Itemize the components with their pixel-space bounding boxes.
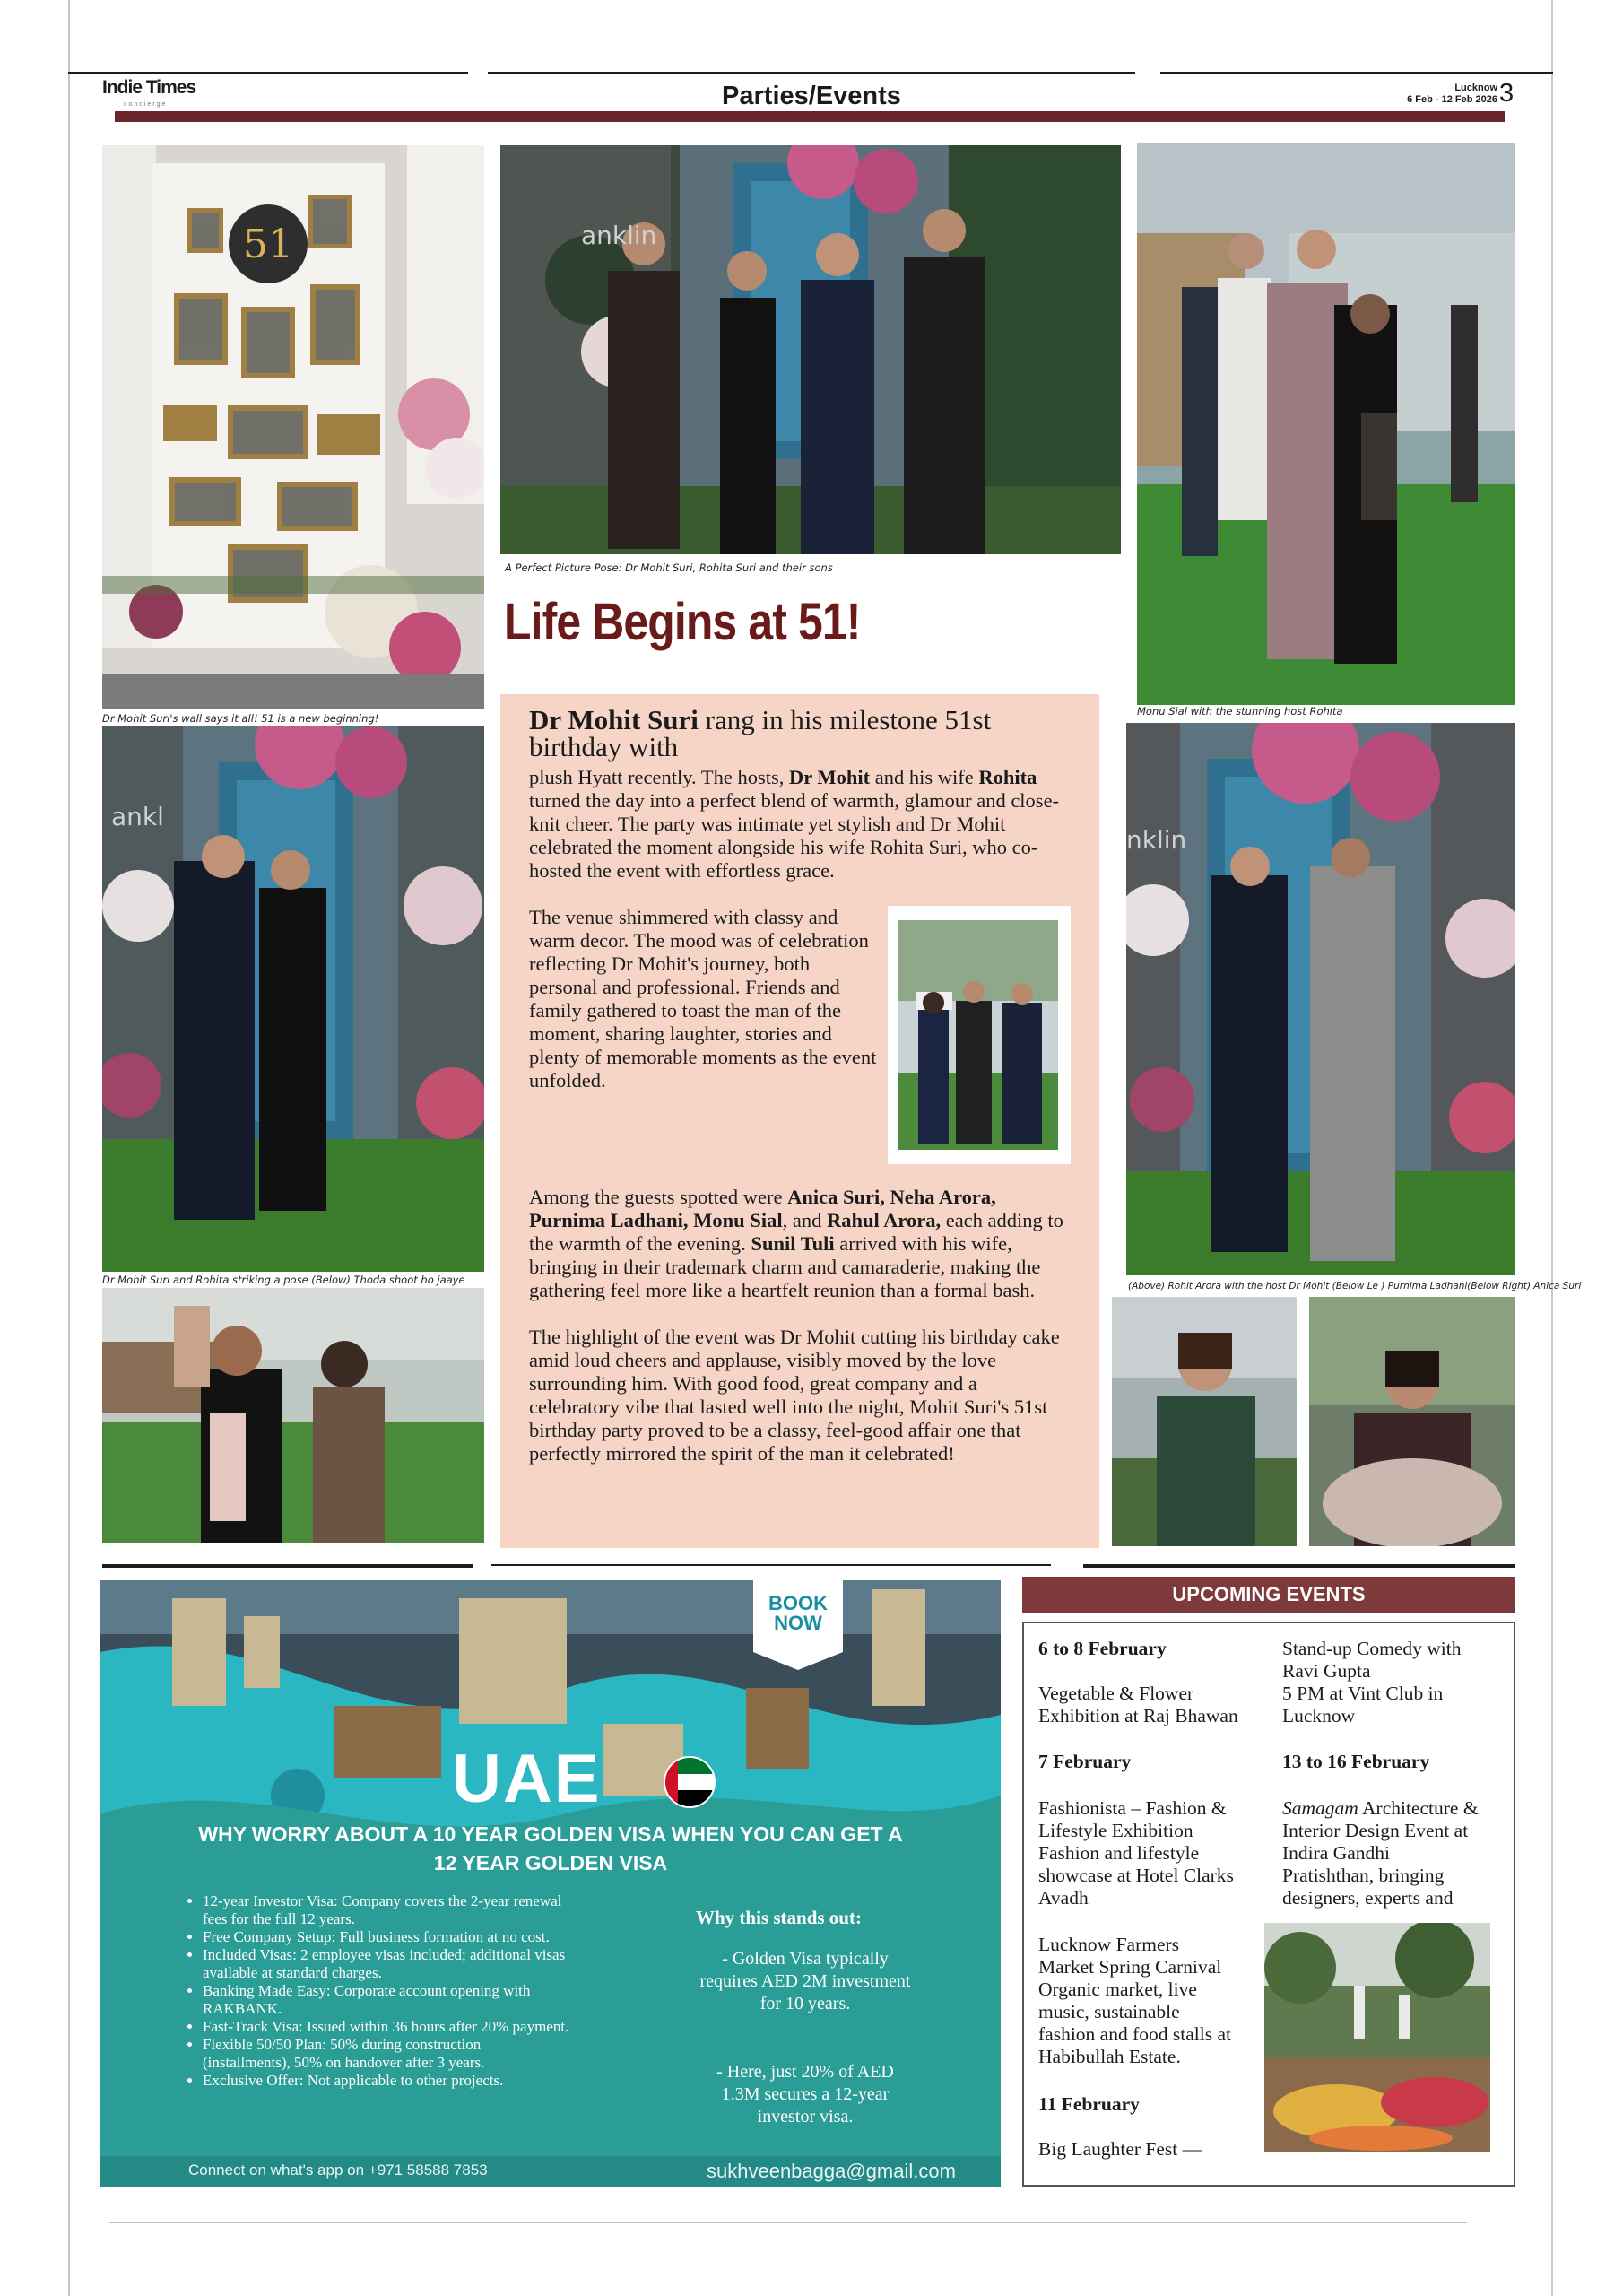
event-line: Pratishthan, bringing: [1282, 1865, 1445, 1886]
uae-flag-icon: [664, 1756, 716, 1808]
edition-city: Lucknow: [1454, 83, 1497, 93]
event-line: showcase at Hotel Clarks: [1038, 1865, 1234, 1886]
book-now-label-1: BOOK: [768, 1592, 828, 1614]
purnima-photo: [1112, 1297, 1297, 1546]
svg-text:ankl: ankl: [111, 802, 164, 831]
rule-bottom-left: [102, 1564, 473, 1568]
ad-email[interactable]: sukhveenbagga@gmail.com: [707, 2160, 956, 2182]
masthead-rule-left: [68, 72, 468, 74]
event-line: Interior Design Event at: [1282, 1820, 1469, 1841]
event-line: Habibullah Estate.: [1038, 2046, 1181, 2067]
article-lead: Dr Mohit Suri rang in his milestone 51st birthday with: [529, 704, 992, 762]
article-headline: Life Begins at 51!: [504, 593, 861, 651]
svg-text:51: 51: [243, 222, 293, 267]
ad-headline-1: WHY WORRY ABOUT A 10 YEAR GOLDEN VISA WHEN YOU CAN GET A: [198, 1822, 903, 1846]
ad-why-title: Why this stands out:: [696, 1907, 862, 1928]
article-body: [500, 694, 1099, 1548]
masthead-bar: [115, 111, 1505, 122]
event-line: Fashion and lifestyle: [1038, 1842, 1200, 1864]
event-line: fashion and food stalls at: [1038, 2023, 1231, 2045]
event-line: music, sustainable: [1038, 2001, 1180, 2022]
ad-why-2: - Here, just 20% of AED 1.3M secures a 12-year investor visa.: [716, 2062, 894, 2126]
masthead-rule-center: [488, 72, 1135, 74]
caption-family: A Perfect Picture Pose: Dr Mohit Suri, Rohita Suri and their sons: [505, 561, 833, 574]
event-date: 6 to 8 February: [1038, 1638, 1167, 1659]
event-line: Vegetable & Flower: [1038, 1683, 1194, 1704]
event-line: Market Spring Carnival: [1038, 1956, 1222, 1978]
caption-monu: Monu Sial with the stunning host Rohita: [1137, 705, 1343, 718]
ad-bullet: • Included Visas: 2 employee visas included; additional visas available at standard charges.: [203, 1946, 572, 1982]
ad-why-1: - Golden Visa typically requires AED 2M investment for 10 years.: [699, 1949, 911, 2013]
section-title: Parties/Events: [722, 82, 901, 110]
event-line: Avadh: [1038, 1887, 1089, 1909]
article-paragraph-1: plush Hyatt recently. The hosts, Dr Mohit and his wife Rohita turned the day into a perfect blend of warmth, glamour and close-knit cheer. The party was intimate yet stylish and Dr Mohit celebrated the moment alongside his wife Rohita Suri, who co-hosted the event with effortless grace.: [529, 766, 1060, 882]
event-line: Lucknow: [1282, 1705, 1356, 1726]
ad-bullet: • Fast-Track Visa: Issued within 36 hours after 20% payment.: [203, 2018, 572, 2036]
rohit-photo: [1126, 723, 1515, 1275]
ad-bullet: • Free Company Setup: Full business formation at no cost.: [203, 1928, 572, 1946]
selfie-photo: [102, 1288, 484, 1543]
ad-bullet: • Banking Made Easy: Corporate account opening with RAKBANK.: [203, 1982, 572, 2018]
events-photo: [1264, 1923, 1490, 2152]
inset-photo: [898, 920, 1058, 1150]
event-line: designers, experts and: [1282, 1887, 1454, 1909]
ad-bullet: • Flexible 50/50 Plan: 50% during construction (installments), 50% on handover after 3 years.: [203, 2036, 572, 2072]
article-paragraph-2-wrap: [529, 906, 1072, 1139]
svg-text:anklin: anklin: [581, 221, 657, 250]
page-number: 3: [1499, 79, 1515, 108]
article-paragraph-2: The venue shimmered with classy and warm decor. The mood was of celebration reflecting Dr Mohit's journey, both personal and professional. Friends and family gathered to toast the man of the moment, sharing laughter, stories and plenty of memorable moments as the event unfolded.: [529, 906, 877, 1091]
monu-photo: [1137, 144, 1515, 705]
ad-bullet: • 12-year Investor Visa: Company covers the 2-year renewal fees for the full 12 years.: [203, 1892, 572, 1928]
caption-wall: Dr Mohit Suri's wall says it all! 51 is a new beginning!: [102, 712, 379, 725]
ad-whatsapp[interactable]: Connect on what's app on +971 58588 7853: [188, 2161, 488, 2179]
anica-photo: [1309, 1297, 1515, 1546]
ad-headline-2: 12 YEAR GOLDEN VISA: [433, 1851, 668, 1874]
caption-rohit: (Above) Rohit Arora with the host Dr Mohit (Below Le ) Purnima Ladhani(Below Right) Anica Suri: [1128, 1281, 1582, 1292]
event-line: Big Laughter Fest —: [1038, 2138, 1202, 2160]
event-line: 5 PM at Vint Club in: [1282, 1683, 1444, 1704]
event-line: Exhibition at Raj Bhawan: [1038, 1705, 1238, 1726]
event-line: Stand-up Comedy with: [1282, 1638, 1462, 1659]
wall-photo: [102, 145, 484, 709]
event-line: Lucknow Farmers: [1038, 1934, 1180, 1955]
logo-sub: concierge: [124, 101, 168, 108]
ad-bullet-list: [187, 1892, 572, 2090]
caption-couple: Dr Mohit Suri and Rohita striking a pose (Below) Thoda shoot ho jaaye: [102, 1274, 465, 1286]
masthead-rule-right: [1160, 72, 1553, 74]
couple-photo: [102, 726, 484, 1272]
event-line: Fashionista – Fashion &: [1038, 1797, 1227, 1819]
event-line: Indira Gandhi: [1282, 1842, 1391, 1864]
article-paragraph-3: Among the guests spotted were Anica Suri, Neha Arora, Purnima Ladhani, Monu Sial, and Rahul Arora, each adding to the warmth of the evening. Sunil Tuli arrived with his wife, bringing in their trademark charm and camaraderie, making the gathering feel more like a heartfelt reunion than a formal bash.: [529, 1186, 1063, 1301]
rule-bottom-right: [1083, 1564, 1515, 1568]
ad-bullet: • Exclusive Offer: Not applicable to other projects.: [203, 2072, 572, 2090]
event-line: Samagam Architecture &: [1282, 1797, 1479, 1819]
event-date: 11 February: [1038, 2093, 1140, 2115]
event-line: Lifestyle Exhibition: [1038, 1820, 1193, 1841]
event-line: Ravi Gupta: [1282, 1660, 1371, 1682]
inset-photo-frame: [888, 906, 1071, 1164]
footer-rule: [109, 2222, 1467, 2223]
event-date: 7 February: [1038, 1751, 1132, 1772]
rule-bottom-center: [491, 1564, 1051, 1566]
svg-text:nklin: nklin: [1126, 825, 1187, 855]
family-photo: [500, 145, 1121, 554]
book-now-label-2: NOW: [774, 1612, 822, 1634]
edition-dates: 6 Feb - 12 Feb 2026: [1407, 94, 1497, 105]
article-paragraph-4: The highlight of the event was Dr Mohit cutting his birthday cake amid loud cheers and applause, visibly moved by the love surrounding him. With good food, great company and a celebratory vibe that lasted well into the night, Mohit Suri's 51st birthday party proved to be a classy, feel-good affair one that perfectly mirrored the spirit of the man it celebrated!: [529, 1326, 1060, 1465]
event-line: Organic market, live: [1038, 1979, 1197, 2000]
ad-country: UAE: [452, 1741, 602, 1817]
uae-visa-ad[interactable]: [100, 1580, 1001, 2187]
event-date: 13 to 16 February: [1282, 1751, 1430, 1772]
events-header: UPCOMING EVENTS: [1022, 1577, 1515, 1613]
logo[interactable]: Indie Times: [102, 77, 196, 98]
